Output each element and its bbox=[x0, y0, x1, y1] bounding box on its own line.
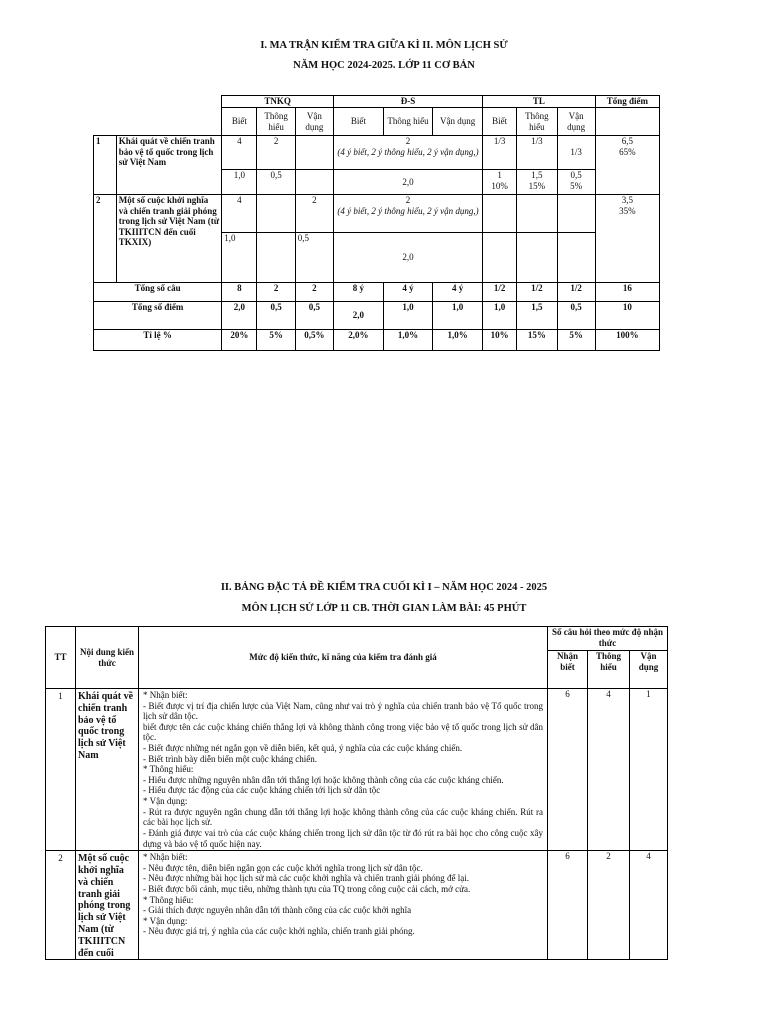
spec-row1-line: * Thông hiểu: bbox=[143, 764, 194, 775]
ratio-1: 20% bbox=[222, 330, 257, 351]
row1-p-ds: 2,0 bbox=[334, 170, 483, 195]
spec-title: II. BẢNG ĐẶC TẢ ĐỀ KIỂM TRA CUỐI KÌ I – NĂM HỌC 2024 - 2025 bbox=[220, 582, 548, 593]
row1-q-tnkq-apply bbox=[295, 136, 333, 170]
spec-row1-line: - Hiểu được những nguyên nhân dẫn tới thắng lợi hoặc không thành công của các cuộc kháng chiến. bbox=[143, 774, 504, 785]
sum-q-4: 8 ý bbox=[334, 283, 384, 302]
spec-row1-line: biết được tên các cuộc kháng chiến thắng lợi và không thành công trong việc bảo vệ tổ quốc trong lịch sử dân tộc. bbox=[143, 721, 543, 743]
row2-no: 2 bbox=[94, 195, 117, 283]
spec-row2-line: * Vận dụng: bbox=[143, 915, 188, 926]
ratio-label: Tỉ lệ % bbox=[94, 330, 222, 351]
header-content: Nội dung kiến thức bbox=[76, 627, 139, 689]
row2-p-tnkq-understand bbox=[257, 233, 295, 283]
spec-row2-no: 2 bbox=[46, 851, 76, 960]
matrix-table bbox=[93, 95, 660, 351]
row2-q-ds-note: (4 ý biết, 2 ý thông hiểu, 2 ý vận dụng,) bbox=[337, 205, 479, 216]
sum-p-3: 0,5 bbox=[295, 302, 333, 330]
header-level: Mức độ kiến thức, kĩ năng của kiểm tra đánh giá bbox=[139, 627, 548, 689]
ratio-5: 1,0% bbox=[383, 330, 433, 351]
sum-q-3: 2 bbox=[295, 283, 333, 302]
ratio-4: 2,0% bbox=[334, 330, 384, 351]
row2-p-tnkq-know: 1,0 bbox=[222, 233, 257, 283]
header-tt: TT bbox=[46, 627, 76, 689]
sum-q-1: 8 bbox=[222, 283, 257, 302]
sub-tl-know: Biết bbox=[483, 108, 517, 136]
row2-topic: Một số cuộc khởi nghĩa và chiến tranh giải phóng trong lịch sử Việt Nam (từ TKIIITCN đến cuối TKXIX) bbox=[116, 195, 222, 283]
spec-row1-line: - Biết được những nét ngắn gọn về diễn biến, kết quả, ý nghĩa của các cuộc kháng chiến. bbox=[143, 743, 463, 754]
header-apply: Vận dụng bbox=[630, 651, 668, 689]
spec-row2-line: - Giải thích được nguyên nhân dẫn tới thành công của các cuộc khởi nghĩa bbox=[143, 905, 412, 916]
sum-p-9: 0,5 bbox=[557, 302, 595, 330]
spec-row1-description bbox=[139, 689, 548, 851]
sum-p-1: 2,0 bbox=[222, 302, 257, 330]
row2-q-tnkq-know: 4 bbox=[222, 195, 257, 233]
spec-row1-line: - Đánh giá được vai trò của các cuộc kháng chiến trong lịch sử dân tộc từ đó rút ra bài học cho công cuộc xây dựng và bảo vệ tổ quốc hiện nay. bbox=[143, 827, 543, 849]
spec-row2-know: 6 bbox=[548, 851, 588, 960]
spec-row2-topic: Một số cuộc khởi nghĩa và chiến tranh giải phóng trong lịch sử Việt Nam (từ TKIIITCN đến cuối bbox=[76, 851, 139, 960]
spec-subtitle: MÔN LỊCH SỬ LỚP 11 CB. THỜI GIAN LÀM BÀI: 45 PHÚT bbox=[241, 603, 527, 614]
spec-row2-line: - Nêu được giá trị, ý nghĩa của các cuộc khởi nghĩa, chiến tranh giải phóng. bbox=[143, 926, 415, 937]
spec-table bbox=[45, 626, 668, 960]
spec-row2-line: * Thông hiểu: bbox=[143, 894, 194, 905]
sub-tl-apply: Vận dụng bbox=[557, 108, 595, 136]
sub-tl-understand: Thông hiểu bbox=[517, 108, 557, 136]
spec-row2-line: - Nêu được những bài học lịch sử mà các cuộc khởi nghĩa và chiến tranh giải phóng để lại. bbox=[143, 873, 470, 884]
sum-p-5: 1,0 bbox=[383, 302, 433, 330]
row2-p-tnkq-apply: 0,5 bbox=[295, 233, 333, 283]
spec-row1-line: - Hiểu được tác động của các cuộc kháng chiến tới lịch sử dân tộc bbox=[143, 785, 381, 796]
matrix-subtitle: NĂM HỌC 2024-2025. LỚP 11 CƠ BẢN bbox=[293, 60, 475, 71]
sum-q-9: 1/2 bbox=[557, 283, 595, 302]
sum-p-6: 1,0 bbox=[433, 302, 483, 330]
row2-q-ds bbox=[334, 195, 483, 233]
spec-row2-apply: 4 bbox=[630, 851, 668, 960]
row1-q-ds bbox=[334, 136, 483, 170]
group-tl: TL bbox=[483, 96, 596, 108]
spec-row1-line: * Nhận biết: bbox=[143, 690, 188, 700]
row1-q-tl-understand: 1/3 bbox=[517, 136, 557, 170]
group-total: Tổng điểm bbox=[595, 96, 659, 108]
spec-row1-apply: 1 bbox=[630, 689, 668, 851]
ratio-3: 0,5% bbox=[295, 330, 333, 351]
spec-row2-line: - Biết được bối cảnh, mục tiêu, những thành tựu của TQ trong công cuộc cải cách, mở cửa. bbox=[143, 883, 471, 894]
spec-row2-description bbox=[139, 851, 548, 960]
row1-p-tl-understand: 1,5 15% bbox=[517, 170, 557, 195]
sub-tnkq-understand: Thông hiểu bbox=[257, 108, 295, 136]
sub-tnkq-know: Biết bbox=[222, 108, 257, 136]
row1-p-tnkq-apply bbox=[295, 170, 333, 195]
sum-q-total: 16 bbox=[595, 283, 659, 302]
row1-total bbox=[595, 136, 659, 195]
spec-row2-understand: 2 bbox=[588, 851, 630, 960]
sub-ds-apply: Vận dụng bbox=[433, 108, 483, 136]
row1-p-tl-know: 1 10% bbox=[483, 170, 517, 195]
matrix-title: I. MA TRẬN KIỂM TRA GIỮA KÌ II. MÔN LỊCH SỬ bbox=[260, 40, 508, 51]
sum-points-label: Tổng số điểm bbox=[94, 302, 222, 330]
sum-q-8: 1/2 bbox=[517, 283, 557, 302]
sum-p-8: 1,5 bbox=[517, 302, 557, 330]
spec-row1-know: 6 bbox=[548, 689, 588, 851]
row2-q-ds-count: 2 bbox=[405, 195, 411, 205]
row1-q-tnkq-know: 4 bbox=[222, 136, 257, 170]
ratio-8: 15% bbox=[517, 330, 557, 351]
sum-p-2: 0,5 bbox=[257, 302, 295, 330]
sum-questions-label: Tổng số câu bbox=[94, 283, 222, 302]
row2-q-tnkq-understand bbox=[257, 195, 295, 233]
sum-q-6: 4 ý bbox=[433, 283, 483, 302]
spec-row2-line: * Nhận biết: bbox=[143, 852, 188, 863]
spec-row1-understand: 4 bbox=[588, 689, 630, 851]
ratio-6: 1,0% bbox=[433, 330, 483, 351]
row1-p-tnkq-know: 1,0 bbox=[222, 170, 257, 195]
sum-p-4: 2,0 bbox=[334, 302, 384, 330]
row1-no: 1 bbox=[94, 136, 117, 195]
row1-total-pct: 65% bbox=[619, 146, 636, 157]
sum-p-total: 10 bbox=[595, 302, 659, 330]
row2-total bbox=[595, 195, 659, 283]
spec-row1-line: - Rút ra được nguyên ngân chung dẫn tới thắng lợi hoặc không thành công của các cuộc kháng chiến. Rút ra các bài học lịch sử. bbox=[143, 806, 543, 828]
row1-total-points: 6,5 bbox=[621, 136, 634, 146]
row1-q-ds-count: 2 bbox=[405, 136, 411, 146]
sub-ds-understand: Thông hiểu bbox=[383, 108, 433, 136]
ratio-7: 10% bbox=[483, 330, 517, 351]
row1-q-tl-apply: 1/3 bbox=[557, 136, 595, 170]
spec-row1-line: * Vận dụng: bbox=[143, 796, 188, 807]
ratio-9: 5% bbox=[557, 330, 595, 351]
ratio-total: 100% bbox=[595, 330, 659, 351]
row1-p-tnkq-understand: 0,5 bbox=[257, 170, 295, 195]
sub-tnkq-apply: Vận dụng bbox=[295, 108, 333, 136]
sum-q-7: 1/2 bbox=[483, 283, 517, 302]
header-questions: Số câu hỏi theo mức độ nhận thức bbox=[548, 627, 668, 651]
sum-p-7: 1,0 bbox=[483, 302, 517, 330]
group-tnkq: TNKQ bbox=[222, 96, 334, 108]
row1-p-tl-apply: 0,5 5% bbox=[557, 170, 595, 195]
row2-q-tnkq-apply: 2 bbox=[295, 195, 333, 233]
sub-ds-know: Biết bbox=[334, 108, 384, 136]
sum-q-2: 2 bbox=[257, 283, 295, 302]
group-ds: Đ-S bbox=[334, 96, 483, 108]
row2-p-ds: 2,0 bbox=[334, 233, 483, 283]
row1-q-tnkq-understand: 2 bbox=[257, 136, 295, 170]
row2-total-pct: 35% bbox=[619, 205, 636, 216]
header-understand: Thông hiểu bbox=[588, 651, 630, 689]
spec-row-2 bbox=[46, 851, 668, 960]
row1-q-ds-note: (4 ý biết, 2 ý thông hiểu, 2 ý vận dụng,) bbox=[337, 146, 479, 157]
header-know: Nhận biết bbox=[548, 651, 588, 689]
sum-q-5: 4 ý bbox=[383, 283, 433, 302]
spec-row1-line: - Biết được vị trí địa chiến lược của Việt Nam, cũng như vai trò ý nghĩa của chiến tranh bảo vệ Tổ quốc trong lịch sử dân tộc. bbox=[143, 700, 543, 722]
row2-total-points: 3,5 bbox=[621, 195, 634, 205]
row1-q-tl-know: 1/3 bbox=[483, 136, 517, 170]
spec-row1-line: - Biết trình bày diễn biến một cuộc kháng chiến. bbox=[143, 753, 317, 764]
row1-topic: Khái quát về chiến tranh bảo vệ tổ quốc trong lịch sử Việt Nam bbox=[116, 136, 222, 195]
spec-row2-line: - Nêu được tên, diễn biến ngắn gọn các cuộc khởi nghĩa trong lịch sử dân tộc. bbox=[143, 862, 423, 873]
spec-row-1 bbox=[46, 689, 668, 851]
ratio-2: 5% bbox=[257, 330, 295, 351]
spec-row1-topic: Khái quát về chiến tranh bảo vệ tổ quốc trong lịch sử Việt Nam bbox=[76, 689, 139, 851]
spec-row1-no: 1 bbox=[46, 689, 76, 851]
